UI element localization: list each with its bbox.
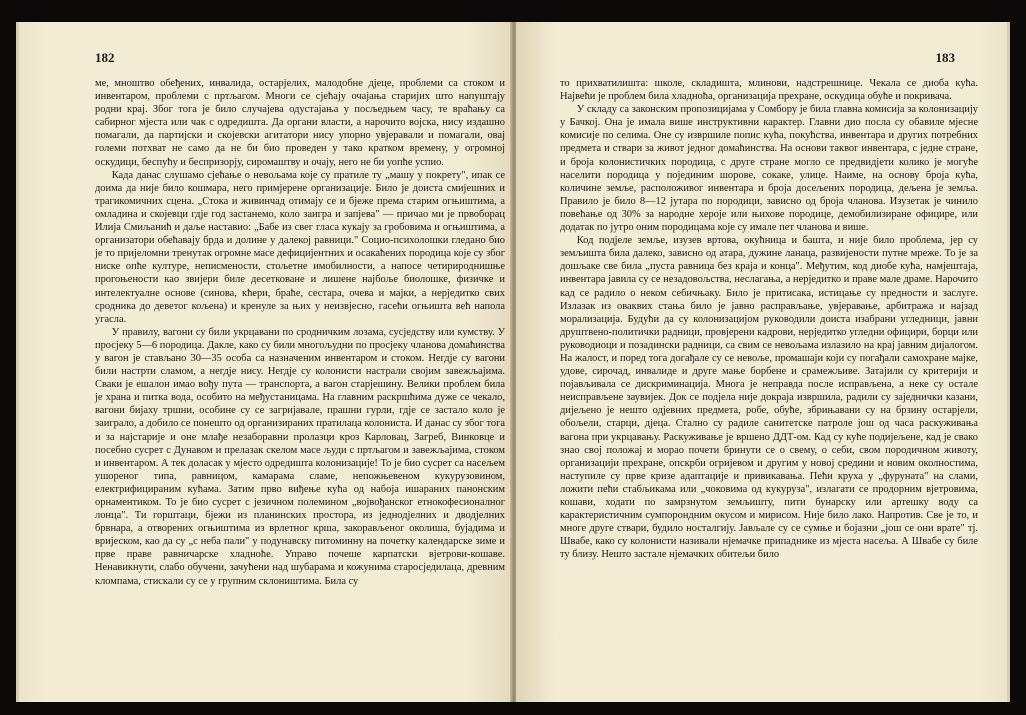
left-paragraph-2: Када данас слушамо сјећање о невољама које су пратиле ту „машу у покрету", ипак се доима да није било кошмара, него примјерене организације. Било је доиста смијешних и трагикомичних сцена. „Стока и живинчад отимају се и бјеже према старим огњиштима, а омладина и скојевци гдје год застанемо, коло заигра и запјева" — причао ми је првоборац Илија Смиљанић и даље наставио: „Бабе из свег гласа кукају за гробовима и огњиштима, а организатори обећавају брда и долине у далекој равници." Социо-психолошки гледано био је то пријеломни тренутак огромне масе дефицијентних и осакаћених породица које су због ниске опће културе, неписмености, стољетне имобилности, а напосе четирироднишње прогоњености као звијери биле десетковане и лишене најбоље биолошке, физичке и интелектуалне основе (синова, кћери, браће, сестара, очева и мајки, а нерједитко свих сродника до деветог кољена) и кренуле за њих у неизвјесно, гасећи огњишта већ напола угасла. [95, 169, 505, 325]
left-page [16, 22, 513, 702]
right-page-text [560, 77, 978, 561]
right-page-number: 183 [935, 50, 955, 65]
right-paragraph-2: У складу са законским пропозицијама у Сомбору је била главна комисија за колонизацију у Бачкој. Она је имала више инструктивни карактер. Главни дио посла су обавиле мјесне комисије по селима. Оне су извршиле попис кућа, покућства, инвентара и других потребних предмета и ствари за живот једног домаћинства. На основи таквог инвентара, с једне стране, и броја колонистичких породица, с друге стране могло се предвидјети колико је могуће населити породица у појединим шорове, сокаке, улице. Наиме, на основу броја кућа, количине земље, расположивог инвентара и броја досељених породица, дељена је земља. Правило је било 8—12 јутара по породици, зависно од броја чланова. Изузетак је чинило повећање од 30% за народне хероје или њихове породице, демобилизиране официре, или додатак по јутро оним породицама које су имале пет чланова и више. [560, 104, 978, 234]
left-page-text [95, 77, 505, 588]
right-paragraph-1: то прихватилишта: школе, складишта, млинови, надстрешнице. Чекала се диоба кућа. Највећи је проблем била хладноћа, организација прехране, оскудица обуће и покривача. [560, 78, 978, 103]
left-paragraph-3: У правилу, вагони су били укрцавани по сродничким лозама, сусједству или кумству. У просјеку 5—6 породица. Дакле, како су били многољудни по просјеку чланова домаћинства у вагон је стављано 30—35 особа са назначеним инвентаром и стоком. Негдје су вагони били настрти сламом, а негдје нису. Негдје су колонисти настрали својим завежљајима. Сваки је ешалон имао вођу пута — транспорта, а вагон старјешину. Велики проблем била је храна и питка вода, особито на међустаницама. На главним раскршћима дуже се чекало, вагони бијаху тршни, особине су се загријавале, прашни гурли, гдје се застало коло је заиграло, а добило се понешто од организираних пратилаца колониста. И данас су због тога и за најстарије и оне млађе незаборавни пролазци кроз Карловац, Загреб, Винковце и посебно сусрет с Дунавом и прелазак скелом масе људи с пртљагом и завежљајима, стоком и инвентаром. А тек доласак у мјесто одредишта колонизације! То је био сусрет са насељем ушореног типа, равницом, камарама сламе, непожњевеном кукурузовином, електрифицираним кућама. Затим прво виђење кућа од набоја ишараних панонским орнаментиком. То је био сусрет с језичном полемином „војвођанског етнокофесионалног лонца". Ти горштаци, бјежи из планинских простора, из једнодјелних и дводјелних брвнара, а отворених огњиштима из врлетног крша, закорављеног околиша, бујадима и вријеском, као да су „с неба пали" у подунавску питоминну на почетку календарске зиме и прве праве равничарске хладноће. Управо почеше карпатски вјетрови-кошаве. Ненавикнути, слабо обучени, зачућени над шубарама и кожунима старосједилаца, древним кломпама, стискали су се у групним склоништима. Била су [95, 326, 505, 587]
left-page-number: 182 [95, 50, 115, 65]
left-paragraph-1: ме, мноштво обеђених, инвалида, остарјелих, малодобне дјеце, проблеми са стоком и инвентаром, проблеми с пртљагом. Многи се сјећају очајања старијих што напуштају родни крај. Због тога је било случајева одустајања у посљедњем часу, те враћању са сабирног мјеста или чак с одредишта. Да органи власти, а нарочито војска, нису издашно помагали, да партијски и скојевски агитатори нису упорно увјеравали и помагали, овај големи потхват не само да не би био проведен у тако кратком времену, у огромној оскудици, беспућу и беспризорју, сиромаштву и очају, него не би уопће успио. [95, 78, 505, 168]
right-paragraph-3: Код подјеле земље, изузев вртова, окућница и башта, и није било проблема, јер су земљишта била далеко, зависно од атара, дужине ланаца, развијености путне мреже. То је за дошљаке све била „пуста равница без краја и конца". Међутим, код диобе кућа, намјештаја, инвентара јавила су се незадовољства, неслагања, а нерједитко и праве мале драме. Нарочито кад се радило о неком себичњаку. Било је притисака, истицање су предности и заслуге. Излазак из оваквих стања било је јавно расправљање, увјеравање, арбитража и најзад морализација. Будући да су колонизацијом руководили доиста изабрани угледници, јавни друштвено-политички радници, провјерени кадрови, нерједитко угледни официри, борци или руководиоци и позадински радници, са свим се невољама излазило на крај јавним дијалогом. На жалост, и поред тога догађале су се невоље, промашаји који су погађали самохране мајке, удове, сирочад, инвалиде и друге мање борбене и срамежљиве. Затајили су критерији и појављивала се дискриминација. Многа је неправда после исправљена, а неке су остале неисправљене заувијек. Док се подјела није докраја извршила, радили су заједнички казани, дијељено је нешто одјевних предмета, робе, обуће, збрињавани су на брзину остарјели, обољели, старци, дјеца. Стално су радиле санитетске патроле још од часа раскуживања вагона при укрцавању. Раскуживање је вршено ДДТ-ом. Кад су куће подијељене, кад је свако знао свој положај и морао почети бринути се о свему, о себи, свом породичном животу, организацији прехране, опскрби огријевом и другим у новој средини и новим околностима, наступиле су прве кризе адаптације и привикавања. Пећи круха у „фуруната" на слами, ложити пећи стабљикама или „чоковима од кукуруза", излагати се продорним вјетровима, кошави, ходати по замрзнутом земљишту, пити бунарску или артешку воду са карактеристичним сумпорондним окусом и мирисом. Није било лако. Напротив. Све је то, и многе друге ствари, будило носталгију. Јављале су се сумње и бојазни „још се они врате" тј. Швабе, како су колонисти називали нјемачке припаднике из мјеста насеља. А Швабе су биле ту близу. Нешто застале нјемачких обитељи било [560, 235, 978, 561]
right-page [516, 22, 1010, 702]
